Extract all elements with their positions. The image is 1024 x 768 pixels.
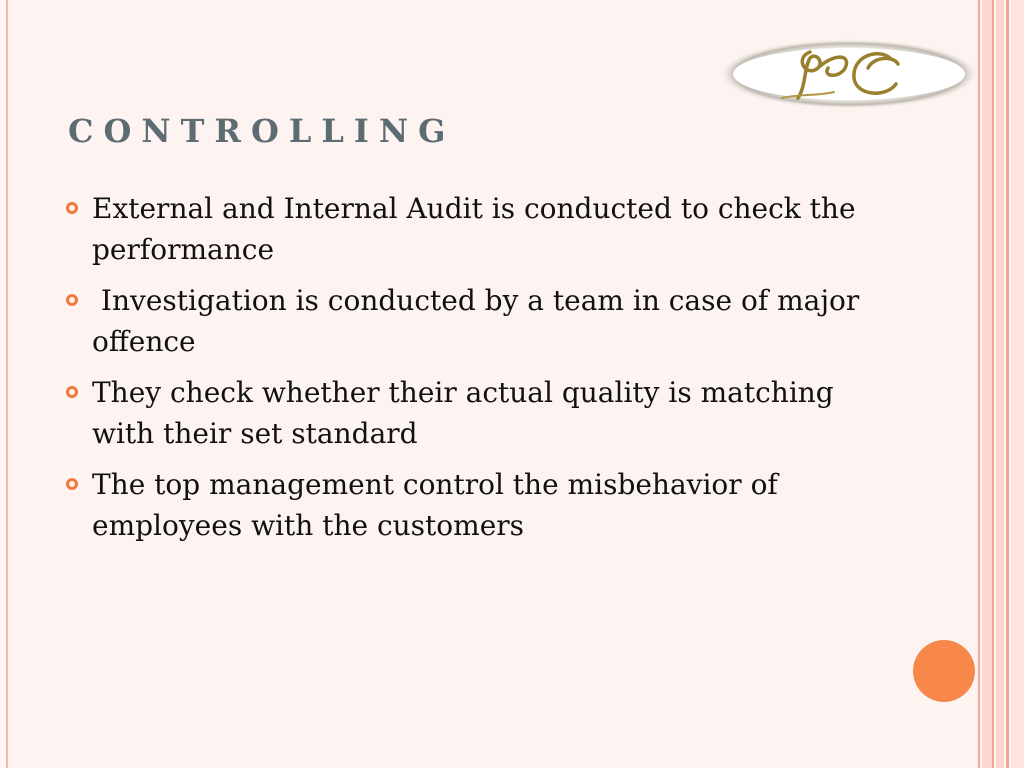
slide-title: controlling: [68, 99, 456, 153]
bullet-list: [66, 188, 869, 556]
list-item: [66, 372, 866, 454]
pc-logo: [718, 38, 980, 110]
right-stripe: [996, 0, 1004, 768]
circle-bullet-icon: [66, 386, 78, 398]
left-border: [6, 0, 8, 768]
right-stripe: [992, 0, 994, 768]
list-item: [66, 464, 866, 546]
accent-circle: [913, 640, 975, 702]
circle-bullet-icon: [66, 202, 78, 214]
right-stripe: [978, 0, 980, 768]
list-item: [66, 280, 869, 362]
right-stripe: [1011, 0, 1024, 768]
right-stripe: [1006, 0, 1009, 768]
circle-bullet-icon: [66, 478, 78, 490]
bullet-text: They check whether their actual quality is matching with their set standard: [92, 376, 834, 450]
bullet-text: The top management control the misbehavior of employees with the customers: [92, 468, 778, 542]
circle-bullet-icon: [66, 294, 78, 306]
bullet-text: External and Internal Audit is conducted to check the performance: [92, 192, 856, 266]
right-stripe: [982, 0, 992, 768]
bullet-text: Investigation is conducted by a team in case of major offence: [92, 284, 869, 358]
list-item: [66, 188, 866, 270]
